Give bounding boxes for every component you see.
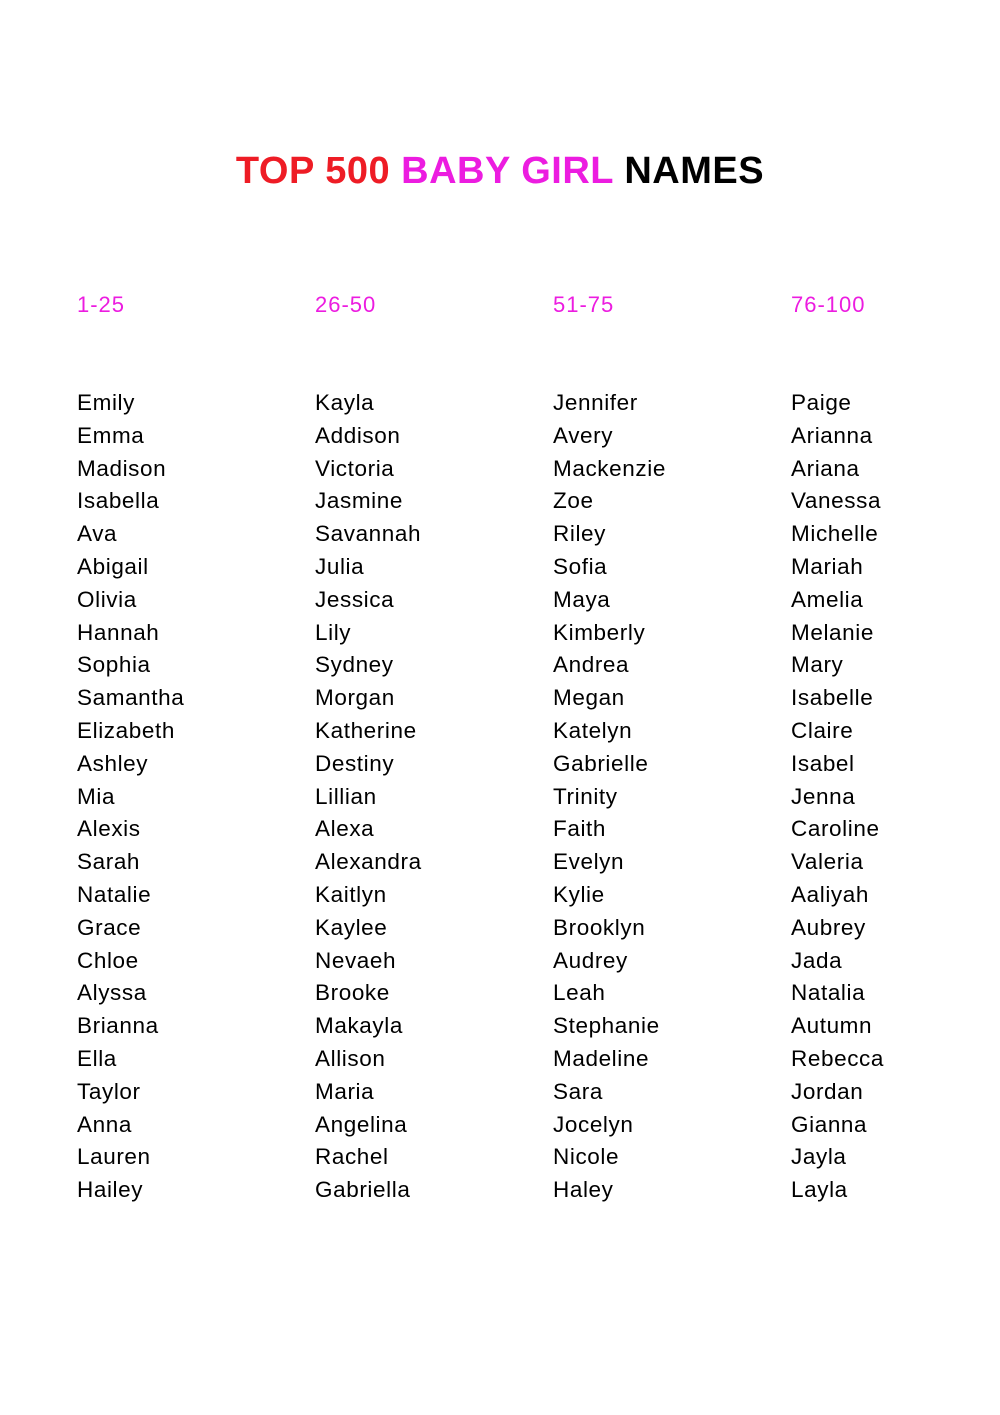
list-item: Mackenzie — [553, 455, 666, 481]
list-item: Lauren — [77, 1144, 151, 1170]
list-item: Morgan — [315, 685, 395, 711]
list-item: Haley — [553, 1177, 614, 1203]
list-item: Ava — [77, 521, 118, 547]
list-item: Audrey — [553, 947, 628, 973]
list-item: Gabriella — [315, 1177, 411, 1203]
list-item: Grace — [77, 914, 142, 940]
list-item: Makayla — [315, 1013, 403, 1039]
list-item: Vanessa — [791, 488, 882, 514]
column-header: 1-25 — [77, 292, 126, 317]
list-item: Megan — [553, 685, 625, 711]
list-item: Angelina — [315, 1111, 408, 1137]
list-item: Mia — [77, 783, 116, 809]
list-item: Sydney — [315, 652, 394, 678]
list-item: Madeline — [553, 1045, 650, 1071]
list-item: Gianna — [791, 1111, 868, 1137]
list-item: Ashley — [77, 750, 149, 776]
list-item: Lillian — [315, 783, 377, 809]
list-item: Kayla — [315, 390, 375, 415]
list-item: Paige — [791, 390, 852, 415]
list-item: Kaitlyn — [315, 881, 387, 907]
list-item: Alexandra — [315, 849, 422, 875]
list-item: Sofia — [553, 553, 608, 579]
list-item: Rachel — [315, 1144, 389, 1170]
list-item: Hannah — [77, 619, 160, 645]
list-item: Hailey — [77, 1177, 144, 1203]
list-item: Jennifer — [553, 390, 638, 415]
list-item: Sophia — [77, 652, 151, 678]
list-item: Brianna — [77, 1013, 159, 1039]
list-item: Isabella — [77, 488, 160, 514]
list-item: Jayla — [791, 1144, 847, 1170]
list-item: Katelyn — [553, 717, 633, 743]
list-item: Lily — [315, 619, 352, 645]
list-item: Mary — [791, 652, 844, 678]
list-item: Sarah — [77, 849, 141, 875]
list-item: Addison — [315, 422, 401, 448]
name-list — [791, 387, 1000, 1207]
list-item: Alexis — [77, 816, 141, 842]
list-item: Mariah — [791, 553, 864, 579]
list-item: Layla — [791, 1177, 848, 1203]
list-item: Julia — [315, 553, 365, 579]
list-item: Ariana — [791, 455, 860, 481]
list-item: Natalie — [77, 881, 152, 907]
list-item: Kimberly — [553, 619, 646, 645]
list-item: Chloe — [77, 947, 139, 973]
list-item: Olivia — [77, 586, 137, 612]
list-item: Anna — [77, 1111, 132, 1137]
list-item: Madison — [77, 455, 167, 481]
list-item: Caroline — [791, 816, 880, 842]
names-column-1 — [77, 288, 297, 1207]
page-title — [0, 147, 1000, 195]
list-item: Brooklyn — [553, 914, 646, 940]
list-item: Avery — [553, 422, 614, 448]
list-item: Maria — [315, 1078, 375, 1104]
list-item: Jocelyn — [553, 1111, 634, 1137]
list-item: Emma — [77, 422, 145, 448]
list-item: Andrea — [553, 652, 630, 678]
list-item: Gabrielle — [553, 750, 649, 776]
column-header: 51-75 — [553, 292, 615, 317]
list-item: Kaylee — [315, 914, 388, 940]
list-item: Brooke — [315, 980, 390, 1006]
list-item: Destiny — [315, 750, 395, 776]
list-item: Aubrey — [791, 914, 866, 940]
list-item: Victoria — [315, 455, 395, 481]
list-item: Jenna — [791, 783, 856, 809]
column-header: 26-50 — [315, 292, 377, 317]
list-item: Faith — [553, 816, 607, 842]
list-item: Isabelle — [791, 685, 874, 711]
list-item: Alyssa — [77, 980, 147, 1006]
list-item: Jessica — [315, 586, 395, 612]
list-item: Leah — [553, 980, 606, 1006]
list-item: Autumn — [791, 1013, 873, 1039]
list-item: Trinity — [553, 783, 618, 809]
list-item: Aaliyah — [791, 881, 869, 907]
list-item: Arianna — [791, 422, 873, 448]
list-item: Abigail — [77, 553, 149, 579]
names-column-4 — [791, 288, 1000, 1207]
list-item: Elizabeth — [77, 717, 175, 743]
title-part-names: NAMES — [624, 150, 765, 193]
list-item: Rebecca — [791, 1045, 885, 1071]
list-item: Savannah — [315, 521, 422, 547]
list-item: Evelyn — [553, 849, 625, 875]
list-item: Nicole — [553, 1144, 620, 1170]
list-item: Stephanie — [553, 1013, 660, 1039]
list-item: Allison — [315, 1045, 386, 1071]
name-list — [77, 387, 297, 1207]
list-item: Taylor — [77, 1078, 141, 1104]
list-item: Claire — [791, 717, 854, 743]
title-part-top-500: TOP 500 — [235, 150, 391, 193]
names-column-3 — [553, 288, 773, 1207]
list-item: Riley — [553, 521, 607, 547]
title-part-baby-girl: BABY GIRL — [401, 150, 614, 193]
list-item: Melanie — [791, 619, 874, 645]
list-item: Jordan — [791, 1078, 864, 1104]
list-item: Jasmine — [315, 488, 403, 514]
names-column-2 — [315, 288, 535, 1207]
list-item: Maya — [553, 586, 611, 612]
list-item: Natalia — [791, 980, 866, 1006]
list-item: Jada — [791, 947, 843, 973]
list-item: Katherine — [315, 717, 417, 743]
list-item: Sara — [553, 1078, 603, 1104]
list-item: Amelia — [791, 586, 864, 612]
list-item: Nevaeh — [315, 947, 397, 973]
list-item: Samantha — [77, 685, 185, 711]
column-header: 76-100 — [791, 292, 866, 317]
name-list — [315, 387, 535, 1207]
list-item: Isabel — [791, 750, 855, 776]
list-item: Valeria — [791, 849, 864, 875]
list-item: Kylie — [553, 881, 605, 907]
list-item: Alexa — [315, 816, 375, 842]
list-item: Michelle — [791, 521, 879, 547]
list-item: Ella — [77, 1045, 117, 1071]
list-item: Emily — [77, 390, 135, 415]
name-list — [553, 387, 773, 1207]
list-item: Zoe — [553, 488, 594, 514]
